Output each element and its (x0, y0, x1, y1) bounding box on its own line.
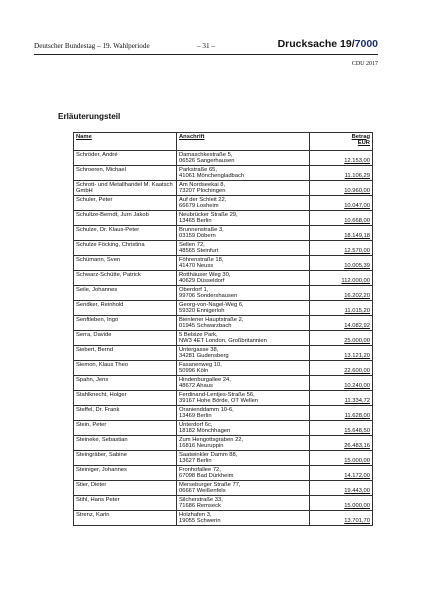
address-city: 41470 Neuss (179, 263, 214, 270)
cell-name: Stahlknecht, Holger (74, 391, 177, 406)
address-street: Bienlener Hauptstraße 2, (179, 316, 244, 323)
table-row (74, 481, 373, 496)
address-street: Holzhafen 3, (179, 511, 212, 518)
table-row (74, 346, 373, 361)
table-row (74, 511, 373, 526)
table-row (74, 316, 373, 331)
address-street: Rotthäuser Weg 30, (179, 271, 231, 278)
column-header-name: Name (74, 133, 177, 151)
cell-address (177, 271, 310, 286)
address-city: 06526 Sangerhausen (179, 158, 235, 165)
address-street: Merseburger Straße 77, (179, 481, 241, 488)
section-title: Erläuterungsteil (58, 112, 121, 121)
address-street: Oranienddamm 10-6, (179, 406, 234, 413)
address-city: 13627 Berlin (179, 458, 212, 465)
cell-amount: 19.443,00 (310, 481, 373, 496)
cell-amount: 15.648,50 (310, 421, 373, 436)
cell-amount: 14.172,00 (310, 466, 373, 481)
cell-name: Steffel, Dr. Frank (74, 406, 177, 421)
cell-name: Seile, Johannes (74, 286, 177, 301)
cell-name: Schultze-Berndt, Jurn Jakob (74, 211, 177, 226)
cell-name: Steineke, Sebastian (74, 436, 177, 451)
cell-amount: 12.570,00 (310, 241, 373, 256)
cell-address (177, 451, 310, 466)
cell-address (177, 436, 310, 451)
table-row (74, 496, 373, 511)
cell-amount: 11.015,20 (310, 301, 373, 316)
address-city: 48565 Steinfurt (179, 248, 219, 255)
cell-amount: 15.000,00 (310, 496, 373, 511)
cell-name: Senftleben, Ingo (74, 316, 177, 331)
column-header-amount-line1: Betrag (351, 133, 370, 140)
cell-amount: 13.121,20 (310, 346, 373, 361)
table-row (74, 271, 373, 286)
parliament-label: Deutscher Bundestag – 19. Wahlperiode (34, 42, 150, 50)
address-city: 01945 Schwarzbach (179, 323, 232, 330)
cell-address (177, 316, 310, 331)
cell-address (177, 181, 310, 196)
address-city: 18182 Mönchhagen (179, 428, 231, 435)
cell-amount: 10.047,00 (310, 196, 373, 211)
cell-name: Stein, Peter (74, 421, 177, 436)
cell-name: Steingräber, Sabine (74, 451, 177, 466)
address-street: Fasanenweg 10, (179, 361, 222, 368)
table-row (74, 181, 373, 196)
header-rule (34, 54, 378, 55)
cell-name: Strenz, Karin (74, 511, 177, 526)
cell-amount: 11.334,72 (310, 391, 373, 406)
address-city: 03159 Döbern (179, 233, 216, 240)
cell-address (177, 196, 310, 211)
address-street: Zum Hengottsgraben 22, (179, 436, 244, 443)
table-row (74, 241, 373, 256)
table-row (74, 376, 373, 391)
address-city: 40629 Düsseldorf (179, 278, 225, 285)
cell-address (177, 361, 310, 376)
table-row (74, 436, 373, 451)
cell-amount: 13.701,70 (310, 511, 373, 526)
address-city: 67098 Bad Dürkheim (179, 473, 234, 480)
address-city: 99706 Sondershausen (179, 293, 238, 300)
document-number (278, 38, 378, 50)
cell-amount: 26.483,16 (310, 436, 373, 451)
cell-name: Spahn, Jens (74, 376, 177, 391)
cell-address (177, 511, 310, 526)
cell-address (177, 226, 310, 241)
cell-amount: 22.600,00 (310, 361, 373, 376)
address-city: 13465 Berlin (179, 218, 212, 225)
table-row (74, 361, 373, 376)
address-city: 73207 Plochingen (179, 188, 226, 195)
address-street: Unterdorf 6c, (179, 421, 213, 428)
cell-name: Siemon, Klaus Theo (74, 361, 177, 376)
table-row (74, 301, 373, 316)
address-street: Oberdorf 1, (179, 286, 209, 293)
donations-table (73, 132, 373, 526)
cell-name: Sendker, Reinhold (74, 301, 177, 316)
table-header-row (74, 133, 373, 151)
document-number-value: 7000 (354, 38, 378, 50)
cell-amount: 10.960,00 (310, 181, 373, 196)
address-street: 5 Belsize Park, (179, 331, 218, 338)
address-street: Auf der Schleit 22, (179, 196, 227, 203)
address-city: NW3 4ET London, Großbritannien (179, 338, 267, 345)
cell-amount: 10.240,00 (310, 376, 373, 391)
table-row (74, 466, 373, 481)
cell-address (177, 346, 310, 361)
address-city: 06667 Weißenfels (179, 488, 226, 495)
cell-name: Stihl, Hans Peter (74, 496, 177, 511)
table-row (74, 451, 373, 466)
running-header (34, 38, 378, 54)
address-city: 71686 Remseck (179, 503, 221, 510)
cell-name: Schulze Föcking, Christina (74, 241, 177, 256)
cell-address (177, 406, 310, 421)
cell-amount: 15.000,00 (310, 451, 373, 466)
cell-address (177, 166, 310, 181)
cell-name: Schrott- und Metallhandel M. Kaatsch GmbH (74, 181, 177, 196)
cell-address (177, 466, 310, 481)
cell-address (177, 301, 310, 316)
page-number: – 31 – (197, 42, 215, 50)
cell-name: Schröder, André (74, 151, 177, 166)
table-row (74, 226, 373, 241)
cell-name: Stier, Dieter (74, 481, 177, 496)
column-header-amount (310, 133, 373, 151)
cell-address (177, 496, 310, 511)
table-row (74, 406, 373, 421)
cell-amount: 10.005,39 (310, 256, 373, 271)
address-street: Hindenburgallee 24, (179, 376, 231, 383)
address-street: Am Nordseekai 8, (179, 181, 226, 188)
table-body (74, 151, 373, 526)
address-city: 34281 Gudensberg (179, 353, 229, 360)
address-street: Parkstraße 65, (179, 166, 218, 173)
address-street: Ferdinand-Lentjes-Straße 56, (179, 391, 255, 398)
cell-amount: 112.000,00 (310, 271, 373, 286)
cell-name: Schümann, Sven (74, 256, 177, 271)
cell-address (177, 481, 310, 496)
column-header-address: Anschrift (177, 133, 310, 151)
column-header-amount-line2: EUR (357, 140, 370, 146)
cell-name: Schroeren, Michael (74, 166, 177, 181)
cell-amount: 25.000,00 (310, 331, 373, 346)
cell-amount: 10.668,00 (310, 211, 373, 226)
table-row (74, 196, 373, 211)
address-street: Georg-von-Nagel-Weg 6, (179, 301, 244, 308)
cell-address (177, 211, 310, 226)
address-city: 66679 Losheim (179, 203, 219, 210)
address-street: Fronhofallee 72, (179, 466, 221, 473)
address-street: Sellen 72, (179, 241, 205, 248)
table-row (74, 391, 373, 406)
table-row (74, 331, 373, 346)
address-street: Untergasse 38, (179, 346, 219, 353)
address-city: 41061 Mönchengladbach (179, 173, 245, 180)
address-street: Föhrenstraße 18, (179, 256, 224, 263)
table-row (74, 166, 373, 181)
cell-name: Schwarz-Schütte, Patrick (74, 271, 177, 286)
table-row (74, 286, 373, 301)
address-city: 59320 Ennigerloh (179, 308, 225, 315)
cell-name: Serra, Davide (74, 331, 177, 346)
source-tag: CDU 2017 (351, 61, 378, 67)
address-street: Brunnenstraße 3, (179, 226, 224, 233)
cell-name: Schulze, Dr. Klaus-Peter (74, 226, 177, 241)
cell-address (177, 421, 310, 436)
cell-amount: 16.202,20 (310, 286, 373, 301)
cell-name: Steiniger, Johannes (74, 466, 177, 481)
cell-address (177, 241, 310, 256)
cell-amount: 11.628,00 (310, 406, 373, 421)
cell-amount: 14.082,92 (310, 316, 373, 331)
document-number-label: Drucksache 19/ (277, 38, 355, 50)
address-city: 39167 Hohe Börde, OT Wellen (179, 398, 259, 405)
table-row (74, 211, 373, 226)
cell-address (177, 256, 310, 271)
cell-name: Schuler, Peter (74, 196, 177, 211)
table-row (74, 151, 373, 166)
address-city: 48672 Ahaus (179, 383, 213, 390)
cell-address (177, 391, 310, 406)
cell-name: Siebert, Bernd (74, 346, 177, 361)
address-city: 16816 Neuruppin (179, 443, 224, 450)
cell-address (177, 376, 310, 391)
address-city: 13469 Berlin (179, 413, 212, 420)
cell-amount: 11.106,29 (310, 166, 373, 181)
address-city: 50996 Köln (179, 368, 209, 375)
table-row (74, 421, 373, 436)
cell-amount: 18.149,18 (310, 226, 373, 241)
address-street: Silcherstraße 33, (179, 496, 223, 503)
table-row (74, 256, 373, 271)
address-street: Saatwinkler Damm 88, (179, 451, 238, 458)
cell-address (177, 286, 310, 301)
address-street: Neubrücker Straße 29, (179, 211, 238, 218)
cell-address (177, 151, 310, 166)
address-street: Damaschkestraße 5, (179, 151, 233, 158)
address-city: 19055 Schwerin (179, 518, 221, 525)
cell-address (177, 331, 310, 346)
cell-amount: 12.153,00 (310, 151, 373, 166)
